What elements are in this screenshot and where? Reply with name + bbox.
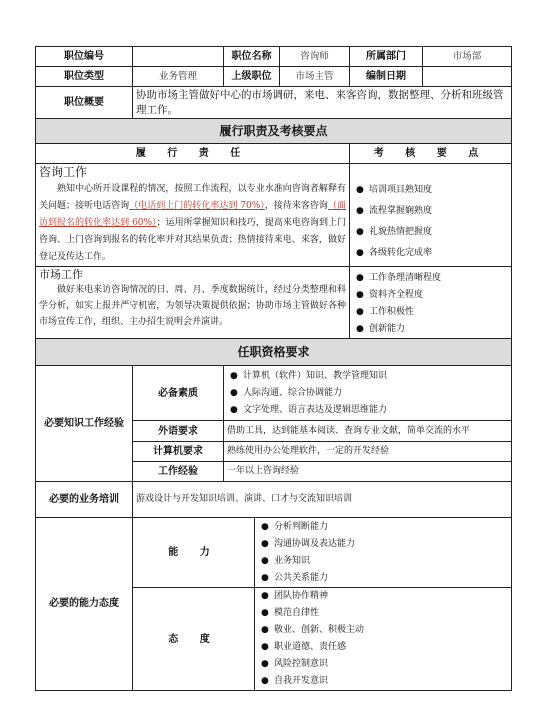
list-item — [258, 605, 508, 622]
item-text: 团队协作精神 — [274, 591, 329, 601]
item-text: 计算机（软件）知识、教学管理知识 — [243, 370, 388, 381]
bullet-icon: ● — [356, 290, 364, 300]
market-kpi-cell — [350, 267, 512, 339]
language-label: 外语要求 — [133, 421, 224, 442]
list-item — [353, 287, 508, 304]
summary-row — [36, 87, 512, 119]
item-text: 敬业、创新、积极主动 — [274, 625, 365, 635]
computer-label: 计算机要求 — [133, 442, 224, 462]
training-value: 游戏设计与开发知识培训、演讲、口才与交流知识培训 — [133, 482, 512, 518]
ability-label-text: 能 力 — [168, 547, 219, 558]
list-item — [353, 321, 508, 338]
consult-highlight-2: （面访到报名的转化率达到 60%） — [39, 201, 346, 228]
list-item — [258, 673, 508, 690]
bullet-icon: ● — [261, 538, 269, 549]
item-text: 文字处理、语言表达及逻辑思维能力 — [243, 404, 388, 415]
knowledge-label: 必要知识工作经验 — [36, 366, 133, 482]
bullet-icon: ● — [356, 206, 364, 216]
item-text: 人际沟通、综合协调能力 — [243, 387, 343, 398]
bullet-icon: ● — [261, 642, 269, 652]
list-item — [227, 402, 508, 419]
training-label: 必要的业务培训 — [36, 482, 133, 518]
attitude-sub-label-text: 态 度 — [168, 633, 219, 645]
superior-value: 市场主管 — [280, 67, 350, 87]
consult-highlight-1: （电话到上门的转化率达到 70%） — [129, 201, 265, 211]
consult-kpi-cell — [350, 164, 512, 267]
bullet-icon: ● — [230, 370, 238, 381]
kpi-text: 资料齐全程度 — [369, 290, 424, 300]
kpi-text: 创新能力 — [369, 324, 406, 334]
department-value: 市场部 — [423, 47, 512, 67]
duties-section-title: 履行职责及考核要点 — [36, 119, 512, 144]
attitude-sub-label — [133, 588, 255, 691]
list-item — [227, 368, 508, 385]
kpi-column-header — [350, 144, 512, 164]
list-item — [258, 639, 508, 656]
list-item — [227, 385, 508, 402]
consult-text — [39, 181, 346, 266]
list-item — [353, 201, 508, 222]
consult-kpi-list — [353, 180, 508, 264]
list-item — [353, 270, 508, 287]
bullet-icon: ● — [261, 659, 269, 669]
qualification-section-row — [36, 339, 512, 366]
list-item — [258, 553, 508, 570]
date-label: 编制日期 — [350, 67, 423, 87]
language-value: 借助工具，达到能基本阅读、查询专业文献，简单交流的水平 — [224, 421, 512, 442]
bullet-icon: ● — [356, 273, 364, 283]
position-name-value: 咨询师 — [280, 47, 350, 67]
item-text: 职业道德、责任感 — [274, 642, 347, 652]
item-text: 模范自律性 — [274, 608, 320, 618]
ability-row — [36, 518, 512, 588]
consult-duty-cell — [36, 164, 350, 267]
item-text: 公共关系能力 — [274, 572, 329, 583]
summary-value: 协助市场主管做好中心的市场调研，来电、来客咨询，数据整理、分析和班级管理工作。 — [133, 87, 512, 119]
item-text: 分析判断能力 — [274, 521, 329, 532]
market-title: 市场工作 — [39, 268, 83, 281]
essential-cell — [224, 366, 512, 421]
consult-text-1: 熟知中心所开设课程的情况，按照工作流程，以专业水准向咨询者解释有关问题；接听电话咨询 — [39, 184, 346, 211]
attitude-label: 必要的能力态度 — [36, 518, 133, 691]
training-row — [36, 482, 512, 518]
essential-row — [36, 366, 512, 421]
duties-header-row — [36, 144, 512, 164]
item-text: 风险控制意识 — [274, 659, 329, 669]
bullet-icon: ● — [261, 521, 269, 532]
header-row-1 — [36, 47, 512, 67]
position-name-label: 职位名称 — [224, 47, 280, 67]
header-row-2 — [36, 67, 512, 87]
consult-title: 咨询工作 — [39, 165, 88, 179]
superior-label: 上级职位 — [224, 67, 280, 87]
experience-value: 一年以上咨询经验 — [224, 462, 512, 482]
kpi-text: 工作积极性 — [369, 307, 415, 317]
bullet-icon: ● — [230, 387, 238, 398]
item-text: 沟通协调及表达能力 — [274, 538, 356, 549]
bullet-icon: ● — [356, 324, 364, 334]
list-item — [258, 536, 508, 553]
duty-column-label: 履 行 责 任 — [135, 148, 250, 159]
job-description-sheet — [35, 46, 511, 691]
position-type-label: 职位类型 — [36, 67, 133, 87]
kpi-text: 各级转化完成率 — [369, 248, 433, 258]
item-text: 自我开发意识 — [274, 676, 329, 686]
bullet-icon: ● — [356, 307, 364, 317]
attitude-list — [258, 588, 508, 690]
position-code-value — [133, 47, 224, 67]
list-item — [258, 570, 508, 587]
list-item — [258, 519, 508, 536]
date-value — [423, 67, 512, 87]
summary-label: 职位概要 — [36, 87, 133, 119]
bullet-icon: ● — [261, 676, 269, 686]
job-description-table — [35, 46, 512, 691]
list-item — [353, 304, 508, 321]
bullet-icon: ● — [230, 404, 238, 415]
list-item — [258, 588, 508, 605]
ability-label — [133, 518, 255, 588]
computer-value: 熟练使用办公处理软件，一定的开发经验 — [224, 442, 512, 462]
kpi-text: 工作条理清晰程度 — [369, 273, 442, 283]
kpi-text: 流程掌握娴熟度 — [369, 206, 433, 216]
market-text: 做好来电来访咨询情况的日、周、月、季度数据统计，经过分类整理和科学分析，如实上报并严守机密，为领导决策提供依据；协助市场主管做好各种市场宣传工作，组织、主办招生说明会并演讲。 — [39, 285, 346, 327]
bullet-icon: ● — [261, 572, 269, 583]
market-duty-row — [36, 267, 512, 339]
position-type-value: 业务管理 — [133, 67, 224, 87]
ability-cell — [255, 518, 512, 588]
list-item — [258, 656, 508, 673]
position-code-label: 职位编号 — [36, 47, 133, 67]
experience-label: 工作经验 — [133, 462, 224, 482]
duty-column-header — [36, 144, 350, 164]
market-kpi-list — [353, 270, 508, 338]
ability-list — [258, 519, 508, 587]
list-item — [353, 222, 508, 243]
essential-label: 必备素质 — [133, 366, 224, 421]
duties-section-row — [36, 119, 512, 144]
bullet-icon: ● — [356, 227, 364, 237]
bullet-icon: ● — [261, 608, 269, 618]
list-item — [258, 622, 508, 639]
qualification-section-title: 任职资格要求 — [36, 339, 512, 366]
bullet-icon: ● — [356, 248, 364, 258]
bullet-icon: ● — [261, 591, 269, 601]
consult-text-2: ，接待来客咨询 — [264, 201, 328, 211]
bullet-icon: ● — [356, 185, 364, 195]
kpi-text: 培训项目熟知度 — [369, 185, 433, 195]
list-item — [353, 180, 508, 201]
attitude-cell — [255, 588, 512, 691]
essential-list — [227, 368, 508, 419]
consult-duty-row — [36, 164, 512, 267]
kpi-text: 礼貌热情把握度 — [369, 227, 433, 237]
consult-text-3: ；运用所掌握知识和技巧，提高来电咨询到上门咨询、上门咨询到报名的转化率并对其结果负责；热情接待来电、来客，做好登记及传达工作。 — [39, 218, 346, 262]
bullet-icon: ● — [261, 625, 269, 635]
bullet-icon: ● — [261, 555, 269, 566]
item-text: 业务知识 — [274, 555, 311, 566]
market-duty-cell — [36, 267, 350, 339]
list-item — [353, 243, 508, 264]
department-label: 所属部门 — [350, 47, 423, 67]
kpi-column-label: 考 核 要 点 — [373, 148, 488, 159]
